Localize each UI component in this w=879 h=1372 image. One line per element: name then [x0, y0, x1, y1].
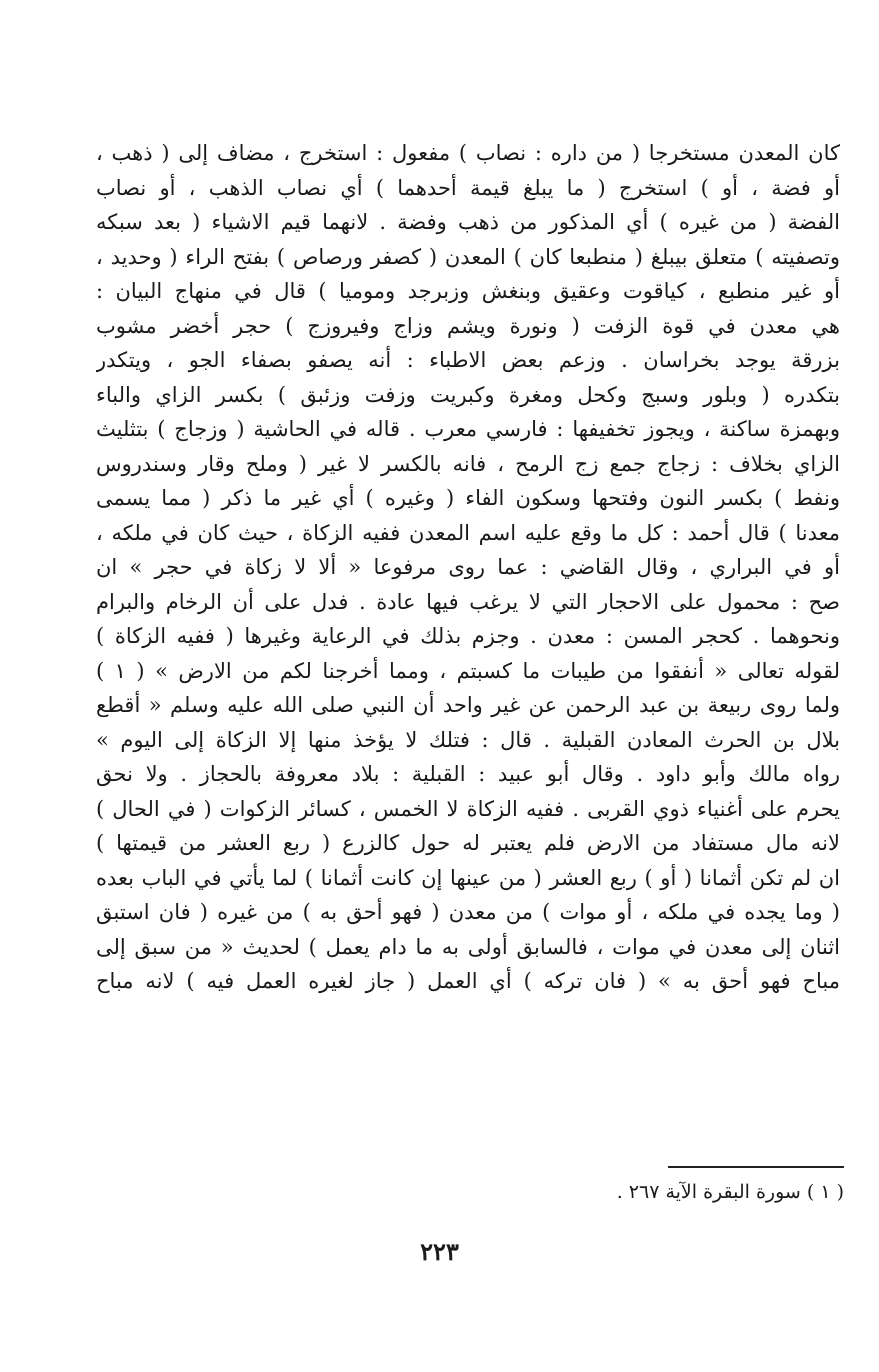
text-line: معدنا ) قال أحمد : كل ما وقع عليه اسم المعدن ففيه الزكاة ، حيث كان في ملكه ،: [96, 520, 840, 545]
text-line: ان لم تكن أثمانا ( أو ) ربع العشر ( من عينها إن كانت أثمانا ) لما يأتي في الباب بعده: [96, 865, 840, 890]
text-line: مباح فهو أحق به » ( فان تركه ) أي العمل ( جاز لغيره العمل فيه ) لانه مباح: [96, 969, 840, 993]
text-line: كان المعدن مستخرجا ( من داره : نصاب ) مفعول : استخرج ، مضاف إلى ( ذهب ،: [96, 141, 840, 165]
text-line: وبهمزة ساكنة ، ويجوز تخفيفها : فارسي معرب . قاله في الحاشية ( وزجاج ) بتثليث: [96, 417, 840, 441]
text-line: الزاي بخلاف : زجاج جمع زج الرمح ، فانه بالكسر لا غير ( وملح وقار وسندروس: [96, 451, 840, 476]
text-line: ونفط ) بكسر النون وفتحها وسكون الفاء ( وغيره ) أي غير ما ذكر ( مما يسمى: [96, 486, 840, 510]
text-line: وتصفيته ) متعلق بيبلغ ( منطبعا كان ) المعدن ( كصفر ورصاص ) بفتح الراء ( وحديد ،: [96, 244, 840, 269]
main-text: [96, 136, 840, 999]
text-line: بزرقة يوجد بخراسان . وزعم بعض الاطباء : أنه يصفو بصفاء الجو ، ويتكدر: [96, 348, 840, 372]
text-line: يحرم على أغنياء ذوي القربى . ففيه الزكاة لا الخمس ، كسائر الزكوات ( في الحال ): [96, 796, 840, 821]
text-line: ( وما يجده في ملكه ، أو موات ) من معدن ( فهو أحق به ) من غيره ( فان استبق: [96, 900, 840, 924]
footnote-separator: [668, 1166, 844, 1168]
text-line: هي معدن في قوة الزفت ( ونورة ويشم وزاج وفيروزج ) حجر أخضر مشوب: [96, 313, 840, 338]
text-line: صح : محمول على الاحجار التي لا يرغب فيها عادة . فدل على أن الرخام والبرام: [96, 589, 840, 614]
footnote: ( ١ ) سورة البقرة الآية ٢٦٧ .: [616, 1181, 844, 1203]
text-line: بتكدره ( وبلور وسبج وكحل ومغرة وكبريت وزفت وزئبق ) بكسر الزاي والباء: [96, 382, 840, 407]
text-line: لانه مال مستفاد من الارض فلم يعتبر له حول كالزرع ( ربع العشر من قيمتها ): [96, 831, 840, 855]
text-line: ولما روى ربيعة بن عبد الرحمن عن غير واحد أن النبي صلى الله عليه وسلم « أقطع: [96, 693, 840, 717]
text-line: اثنان إلى معدن في موات ، فالسابق أولى به ما دام يعمل ) لحديث « من سبق إلى: [96, 934, 840, 959]
text-line: رواه مالك وأبو داود . وقال أبو عبيد : القبلية : بلاد معروفة بالحجاز . ولا نحق: [96, 762, 840, 786]
text-line: بلال بن الحرث المعادن القبلية . قال : فتلك لا يؤخذ منها إلا الزكاة إلى اليوم »: [96, 727, 840, 752]
text-line: ونحوهما . كحجر المسن : معدن . وجزم بذلك في الرعاية وغيرها ( ففيه الزكاة ): [96, 624, 840, 648]
text-line: أو في البراري ، وقال القاضي : عما روى مرفوعا « ألا لا زكاة في حجر » ان: [96, 555, 840, 579]
text-line: أو فضة ، أو ) استخرج ( ما يبلغ قيمة أحدهما ) أي نصاب الذهب ، أو نصاب: [96, 175, 840, 200]
text-line: الفضة ( من غيره ) أي المذكور من ذهب وفضة . لانهما قيم الاشياء ( بعد سبكه: [96, 210, 840, 234]
text-line: لقوله تعالى « أنفقوا من طيبات ما كسبتم ، ومما أخرجنا لكم من الارض » ( ١ ): [96, 658, 840, 683]
page-number: ٢٢٣: [420, 1237, 459, 1266]
text-line: أو غير منطبع ، كياقوت وعقيق وبنغش وزبرجد ومومیا ) قال في منهاج البيان :: [96, 279, 840, 303]
